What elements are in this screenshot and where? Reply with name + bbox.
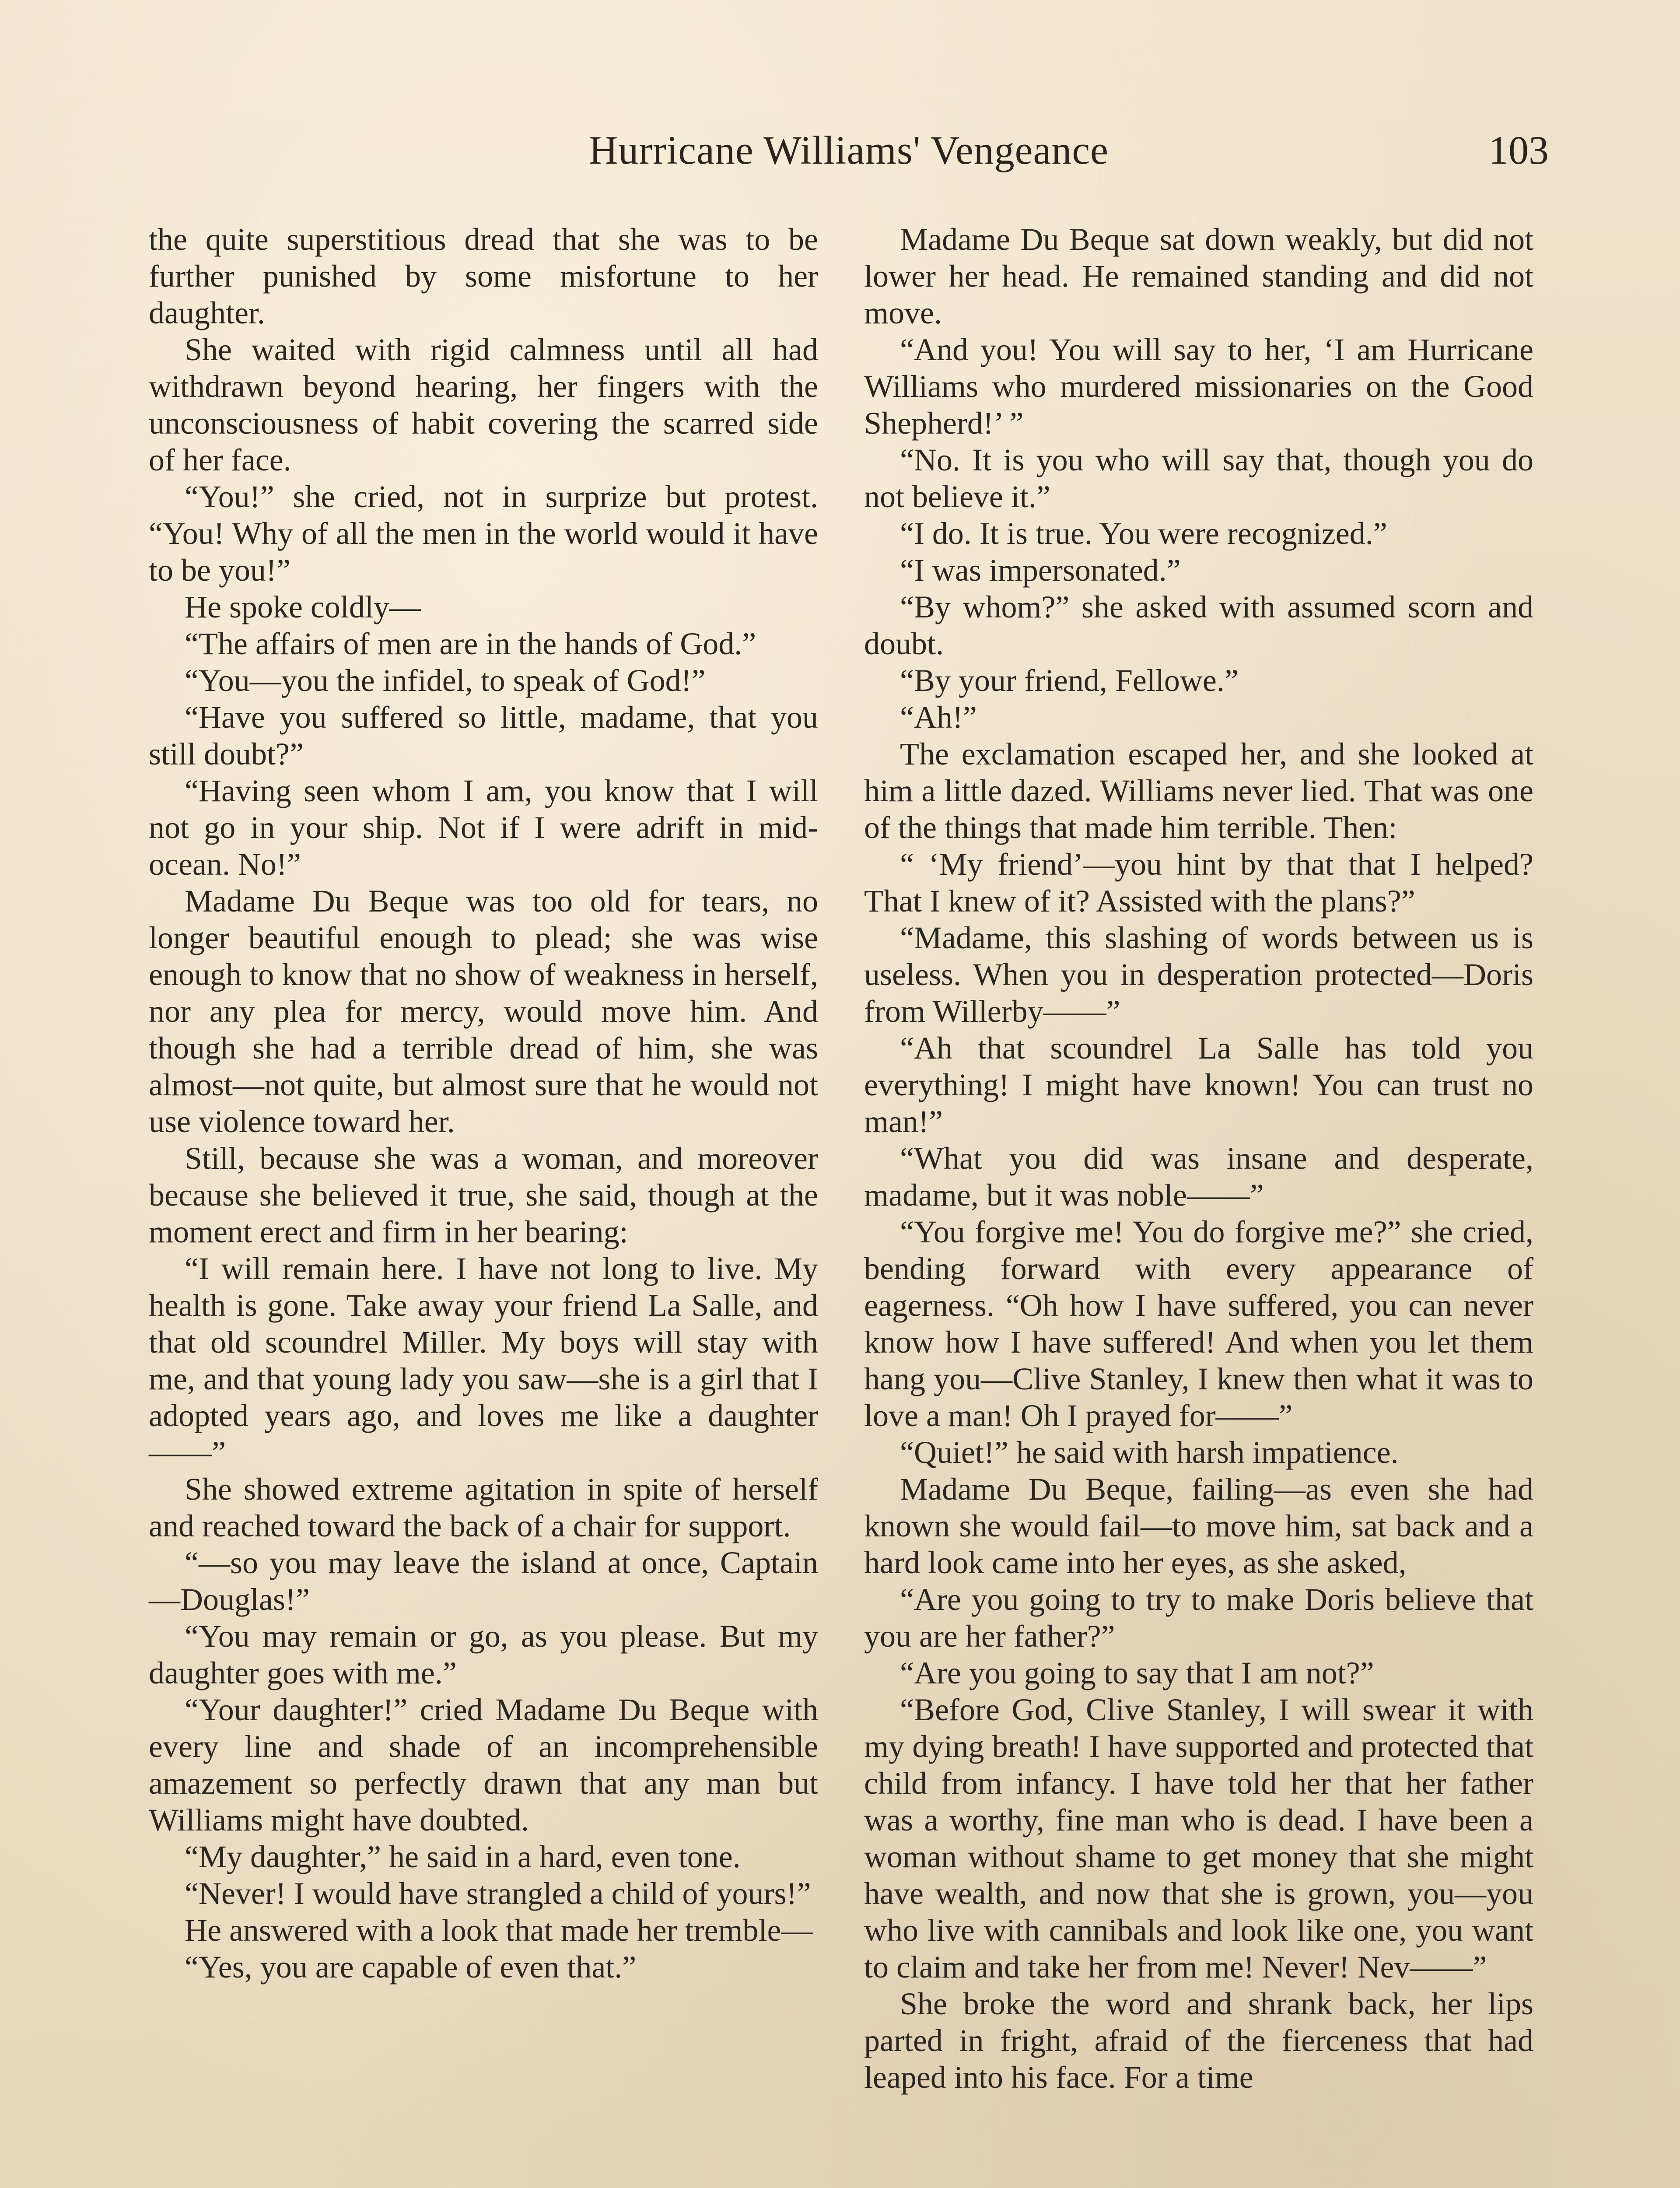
paragraph: “You forgive me! You do forgive me?” she cried, bending forward with every appearance of eagerness. “Oh how I have suffered, you can never know how I have suffered! And when you let them hang you—Clive Stanley, I knew then what it was to love a man! Oh I prayed for——” (864, 1214, 1533, 1433)
paragraph: “And you! You will say to her, ‘I am Hurricane Williams who murdered missionaries on the Good Shepherd!’ ” (864, 332, 1533, 441)
paragraph: “Your daughter!” cried Madame Du Beque with every line and shade of an incomprehensible amazement so perfectly drawn that any man but Williams might have doubted. (149, 1692, 818, 1837)
page-number: 103 (1488, 128, 1549, 172)
left-column (149, 221, 818, 1985)
paragraph: “I will remain here. I have not long to live. My health is gone. Take away your friend La Salle, and that old scoundrel Miller. My boys will stay with me, and that young lady you saw—she is a girl that I adopted years ago, and loves me like a daughter——” (149, 1251, 818, 1470)
paragraph: “You may remain or go, as you please. But my daughter goes with me.” (149, 1619, 818, 1690)
paragraph: “My daughter,” he said in a hard, even tone. (185, 1839, 741, 1874)
paragraph: “Have you suffered so little, madame, that you still doubt?” (149, 700, 818, 771)
paragraph: “Before God, Clive Stanley, I will swear it with my dying breath! I have supported and protected that child from infancy. I have told her that her father was a worthy, fine man who is dead. I have been a woman without shame to get money that she might have wealth, and now that she is grown, you—you who live with cannibals and look like one, you want to claim and take her from me! Never! Nev——” (864, 1692, 1533, 1985)
paragraph: “Never! I would have strangled a child of yours!” (185, 1876, 811, 1911)
paragraph: the quite superstitious dread that she was to be further punished by some misfortune to her daughter. (149, 222, 818, 330)
right-column (864, 221, 1533, 2096)
paragraph: “What you did was insane and desperate, madame, but it was noble——” (864, 1141, 1533, 1213)
paragraph: “By your friend, Fellowe.” (900, 663, 1239, 698)
paragraph: “Ah!” (900, 700, 977, 735)
paragraph: “Are you going to try to make Doris believe that you are her father?” (864, 1582, 1533, 1654)
paragraph: “No. It is you who will say that, though you do not believe it.” (864, 442, 1533, 514)
paragraph: Madame Du Beque was too old for tears, no longer beautiful enough to plead; she was wise enough to know that no show of weakness in herself, nor any plea for mercy, would move him. And though she had a terrible dread of him, she was almost—not quite, but almost sure that he would not use violence toward her. (149, 884, 818, 1139)
paragraph: He spoke coldly— (185, 589, 421, 624)
paragraph: “Madame, this slashing of words between us is useless. When you in desperation protected—Doris from Willerby——” (864, 920, 1533, 1029)
running-head (149, 127, 1549, 188)
paragraph: “—so you may leave the island at once, Captain—Douglas!” (149, 1545, 818, 1617)
paragraph: Madame Du Beque sat down weakly, but did not lower her head. He remained standing and did not move. (864, 222, 1533, 330)
story-title: Hurricane Williams' Vengeance (588, 128, 1109, 172)
paragraph: Still, because she was a woman, and moreover because she believed it true, she said, though at the moment erect and firm in her bearing: (149, 1141, 818, 1249)
paragraph: “Ah that scoundrel La Salle has told you everything! I might have known! You can trust no man!” (864, 1031, 1533, 1139)
paragraph: He answered with a look that made her tremble— (185, 1913, 813, 1948)
paragraph: “Yes, you are capable of even that.” (185, 1950, 637, 1985)
paragraph: “I was impersonated.” (900, 553, 1181, 588)
paragraph: “Having seen whom I am, you know that I will not go in your ship. Not if I were adrift in mid-ocean. No!” (149, 773, 818, 882)
paragraph: “The affairs of men are in the hands of God.” (185, 626, 756, 661)
paragraph: “You—you the infidel, to speak of God!” (185, 663, 706, 698)
paragraph: She showed extreme agitation in spite of herself and reached toward the back of a chair for support. (149, 1472, 818, 1543)
paragraph: Madame Du Beque, failing—as even she had known she would fail—to move him, sat back and a hard look came into her eyes, as she asked, (864, 1472, 1533, 1580)
paragraph: She broke the word and shrank back, her lips parted in fright, afraid of the fierceness that had leaped into his face. For a time (864, 1986, 1533, 2095)
paragraph: “By whom?” she asked with assumed scorn and doubt. (864, 589, 1533, 661)
paragraph: “Are you going to say that I am not?” (900, 1655, 1374, 1690)
paragraph: “I do. It is true. You were recognized.” (900, 516, 1387, 551)
paragraph: “You!” she cried, not in surprize but protest. “You! Why of all the men in the world would it have to be you!” (149, 479, 818, 588)
paragraph: “ ‘My friend’—you hint by that that I helped? That I knew of it? Assisted with the plans?” (864, 847, 1533, 919)
paragraph: She waited with rigid calmness until all had withdrawn beyond hearing, her fingers with the unconsciousness of habit covering the scarred side of her face. (149, 332, 818, 477)
paragraph: The exclamation escaped her, and she looked at him a little dazed. Williams never lied. That was one of the things that made him terrible. Then: (864, 736, 1533, 845)
paragraph: “Quiet!” he said with harsh impatience. (900, 1435, 1399, 1470)
